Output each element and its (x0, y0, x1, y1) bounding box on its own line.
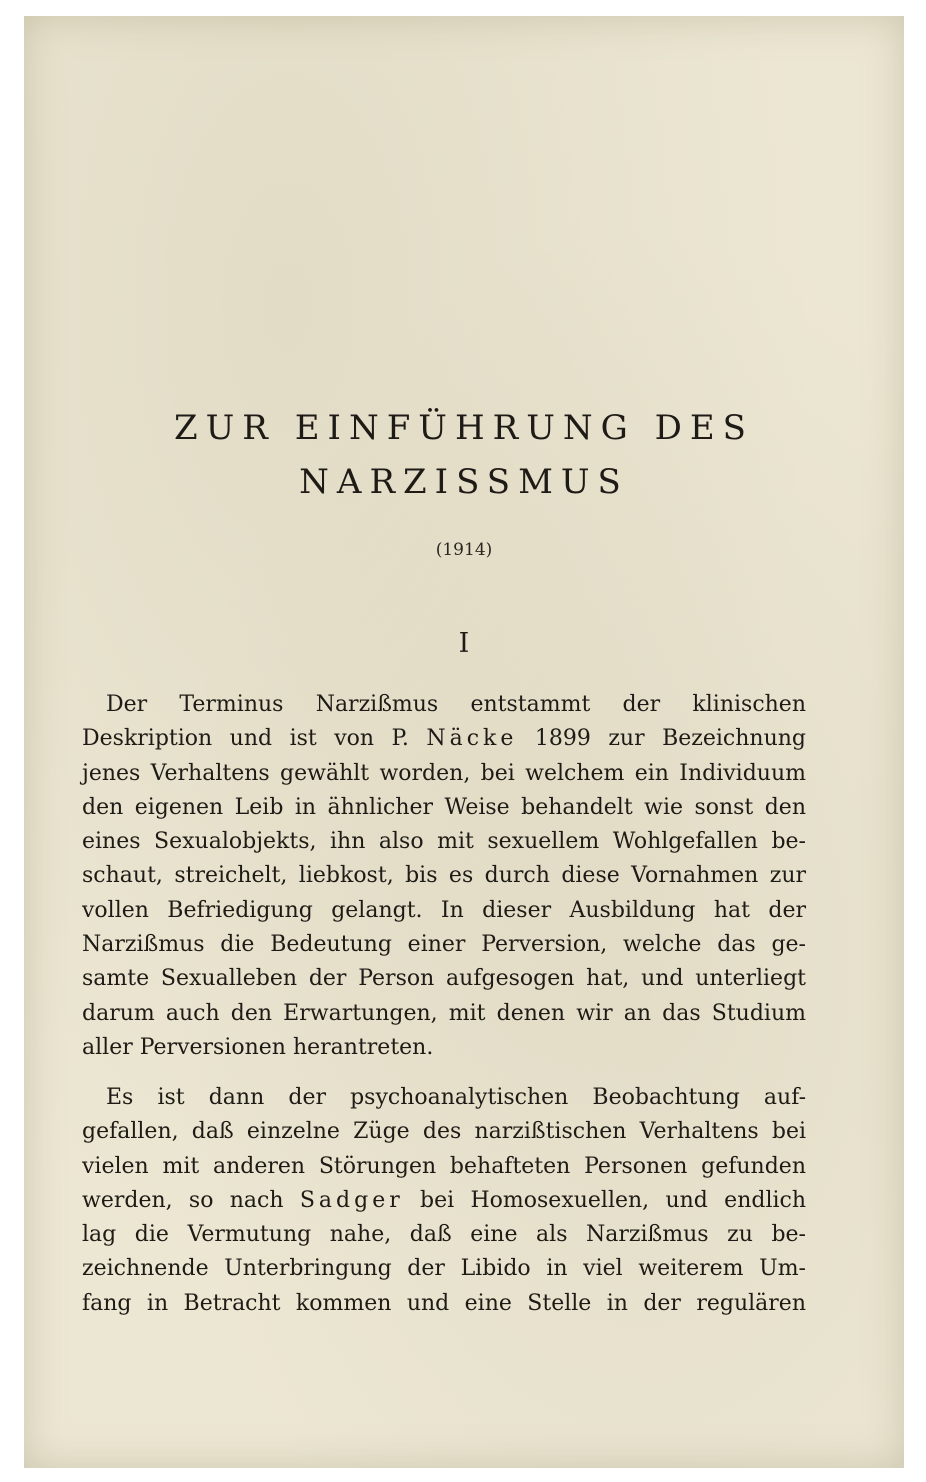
author-name-sadger: Sadger (299, 1187, 404, 1213)
text-line: aller Perversionen herantreten. (82, 1034, 434, 1060)
text-segment: bei Homosexuellen, und endlich (403, 1187, 807, 1213)
text-line: schaut, streichelt, liebkost, bis es durch diese Vornahmen zur (82, 863, 806, 889)
text-line: jenes Verhaltens gewählt worden, bei welchem ein Individuum (82, 760, 806, 786)
text-segment: Deskription und ist von P. (82, 726, 427, 752)
year-label: (1914) (435, 540, 493, 560)
text-line: Narzißmus die Bedeutung einer Perversion, welche das ge- (82, 932, 806, 958)
paragraph-2 (82, 1081, 806, 1321)
title-line-1: ZUR EINFÜHRUNG DES (174, 408, 754, 448)
paragraph-1 (82, 688, 806, 1065)
text-segment: 1899 zur Bezeichnung (517, 726, 806, 752)
text-line: darum auch den Erwartungen, mit denen wir an das Studium (82, 1000, 806, 1026)
text-line: Der Terminus Narzißmus entstammt der klinischen (106, 692, 806, 717)
text-line (82, 1184, 806, 1218)
text-line: vollen Befriedigung gelangt. In dieser Ausbildung hat der (82, 897, 806, 923)
text-segment: werden, so nach (82, 1187, 300, 1213)
text-line (82, 722, 806, 756)
text-line: vielen mit anderen Störungen behafteten Personen gefunden (82, 1153, 806, 1179)
text-line: zeichnende Unterbringung der Libido in viel weiterem Um- (82, 1256, 806, 1282)
text-line: Es ist dann der psychoanalytischen Beobachtung auf- (106, 1085, 806, 1110)
section-numeral: I (458, 628, 470, 659)
author-name-naecke: Näcke (426, 726, 518, 752)
text-line: gefallen, daß einzelne Züge des narzißtischen Verhaltens bei (82, 1119, 806, 1145)
text-line: lag die Vermutung nahe, daß eine als Narzißmus zu be- (82, 1222, 806, 1248)
title-line-2: NARZISSMUS (299, 462, 629, 502)
text-line: fang in Betracht kommen und eine Stelle in der regulären (82, 1290, 806, 1316)
book-page (24, 16, 904, 1468)
text-line: samte Sexualleben der Person aufgesogen hat, und unterliegt (82, 966, 806, 992)
text-line: den eigenen Leib in ähnlicher Weise behandelt wie sonst den (82, 794, 806, 820)
text-line: eines Sexualobjekts, ihn also mit sexuellem Wohlgefallen be- (82, 829, 806, 855)
